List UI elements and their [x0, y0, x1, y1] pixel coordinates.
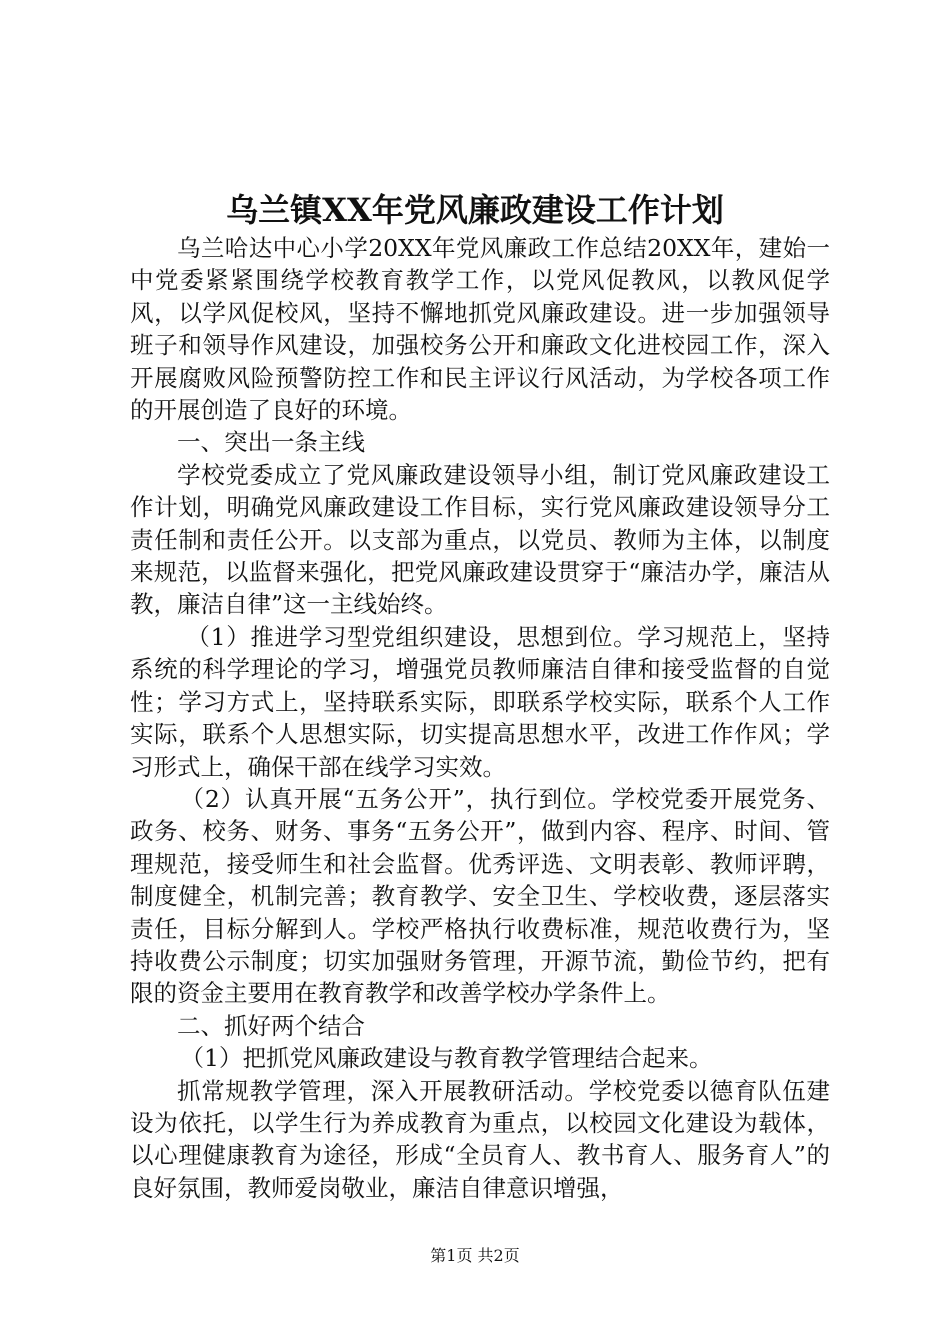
paragraph-subheading-1: （1）把抓党风廉政建设与教育教学管理结合起来。 — [180, 1044, 713, 1073]
document-body — [130, 232, 830, 1204]
paragraph-item-1: （1）推进学习型党组织建设，思想到位。学习规范上，坚持系统的科学理论的学习，增强党员教师廉洁自律和接受监督的自觉性；学习方式上，坚持联系实际，即联系学校实际，联系个人工作实际，联系个人思想实际，切实提高思想水平，改进工作作风；学习形式上，确保干部在线学习实效。 — [130, 622, 830, 781]
paragraph-main-line: 学校党委成立了党风廉政建设领导小组，制订党风廉政建设工作计划，明确党风廉政建设工作目标，实行党风廉政建设领导分工责任制和责任公开。以支部为重点，以党员、教师为主体，以制度来规范，以监督来强化，把党风廉政建设贯穿于“廉洁办学，廉洁从教，廉洁自律”这一主线始终。 — [130, 460, 830, 619]
page-footer: 第1页 共2页 — [430, 1246, 520, 1265]
paragraph-teaching: 抓常规教学管理，深入开展教研活动。学校党委以德育队伍建设为依托，以学生行为养成教育为重点，以校园文化建设为载体，以心理健康教育为途径，形成“全员育人、教书育人、服务育人”的良好氛围，教师爱岗敬业，廉洁自律意识增强， — [130, 1076, 830, 1202]
paragraph-item-2: （2）认真开展“五务公开”，执行到位。学校党委开展党务、政务、校务、财务、事务“五务公开”，做到内容、程序、时间、管理规范，接受师生和社会监督。优秀评选、文明表彰、教师评聘，制度健全，机制完善；教育教学、安全卫生、学校收费，逐层落实责任，目标分解到人。学校严格执行收费标准，规范收费行为，坚持收费公示制度；切实加强财务管理，开源节流，勤俭节约，把有限的资金主要用在教育教学和改善学校办学条件上。 — [130, 784, 830, 1008]
document-title: 乌兰镇XX年党风廉政建设工作计划 — [226, 191, 724, 229]
section-heading-1: 一、突出一条主线 — [177, 428, 365, 457]
paragraph-intro: 乌兰哈达中心小学20XX年党风廉政工作总结20XX年，建始一中党委紧紧围绕学校教育教学工作，以党风促教风，以教风促学风，以学风促校风，坚持不懈地抓党风廉政建设。进一步加强领导班子和领导作风建设，加强校务公开和廉政文化进校园工作，深入开展腐败风险预警防控工作和民主评议行风活动，为学校各项工作的开展创造了良好的环境。 — [130, 234, 830, 425]
section-heading-2: 二、抓好两个结合 — [177, 1011, 365, 1040]
